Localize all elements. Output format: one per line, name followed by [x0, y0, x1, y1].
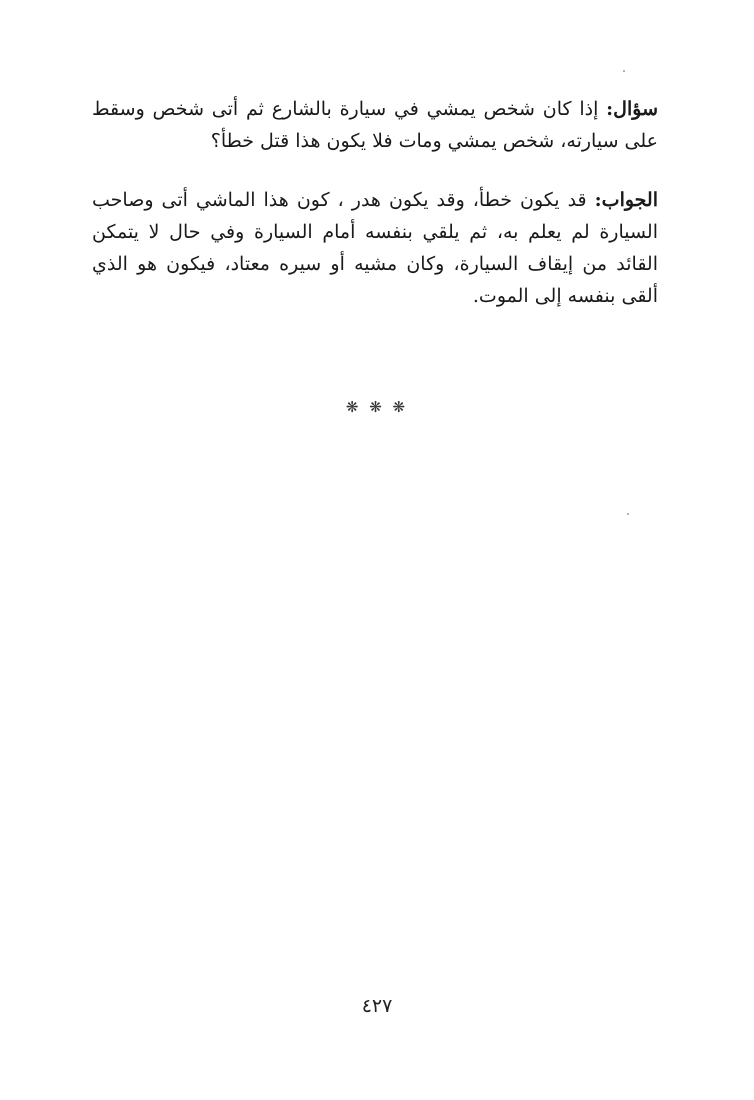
question-paragraph [92, 93, 658, 157]
scan-speck [627, 513, 629, 515]
section-separator: ❋ ❋ ❋ [345, 398, 409, 416]
question-text: إذا كان شخص يمشي في سيارة بالشارع ثم أتى شخص وسقط على سيارته، شخص يمشي ومات فلا يكون هذا قتل خطأ؟ [92, 98, 658, 152]
scan-speck [623, 70, 625, 72]
answer-paragraph [92, 184, 658, 312]
question-label: سؤال: [606, 98, 658, 120]
answer-label: الجواب: [594, 189, 658, 211]
page-number: ٤٢٧ [361, 995, 393, 1017]
answer-text: قد يكون خطأ، وقد يكون هدر ، كون هذا الماشي أتى وصاحب السيارة لم يعلم به، ثم يلقي بنفسه أمام السيارة وفي حال لا يتمكن القائد من إيقاف السيارة، وكان مشيه أو سيره معتاد، فيكون هو الذي ألقى بنفسه إلى الموت. [92, 189, 658, 307]
